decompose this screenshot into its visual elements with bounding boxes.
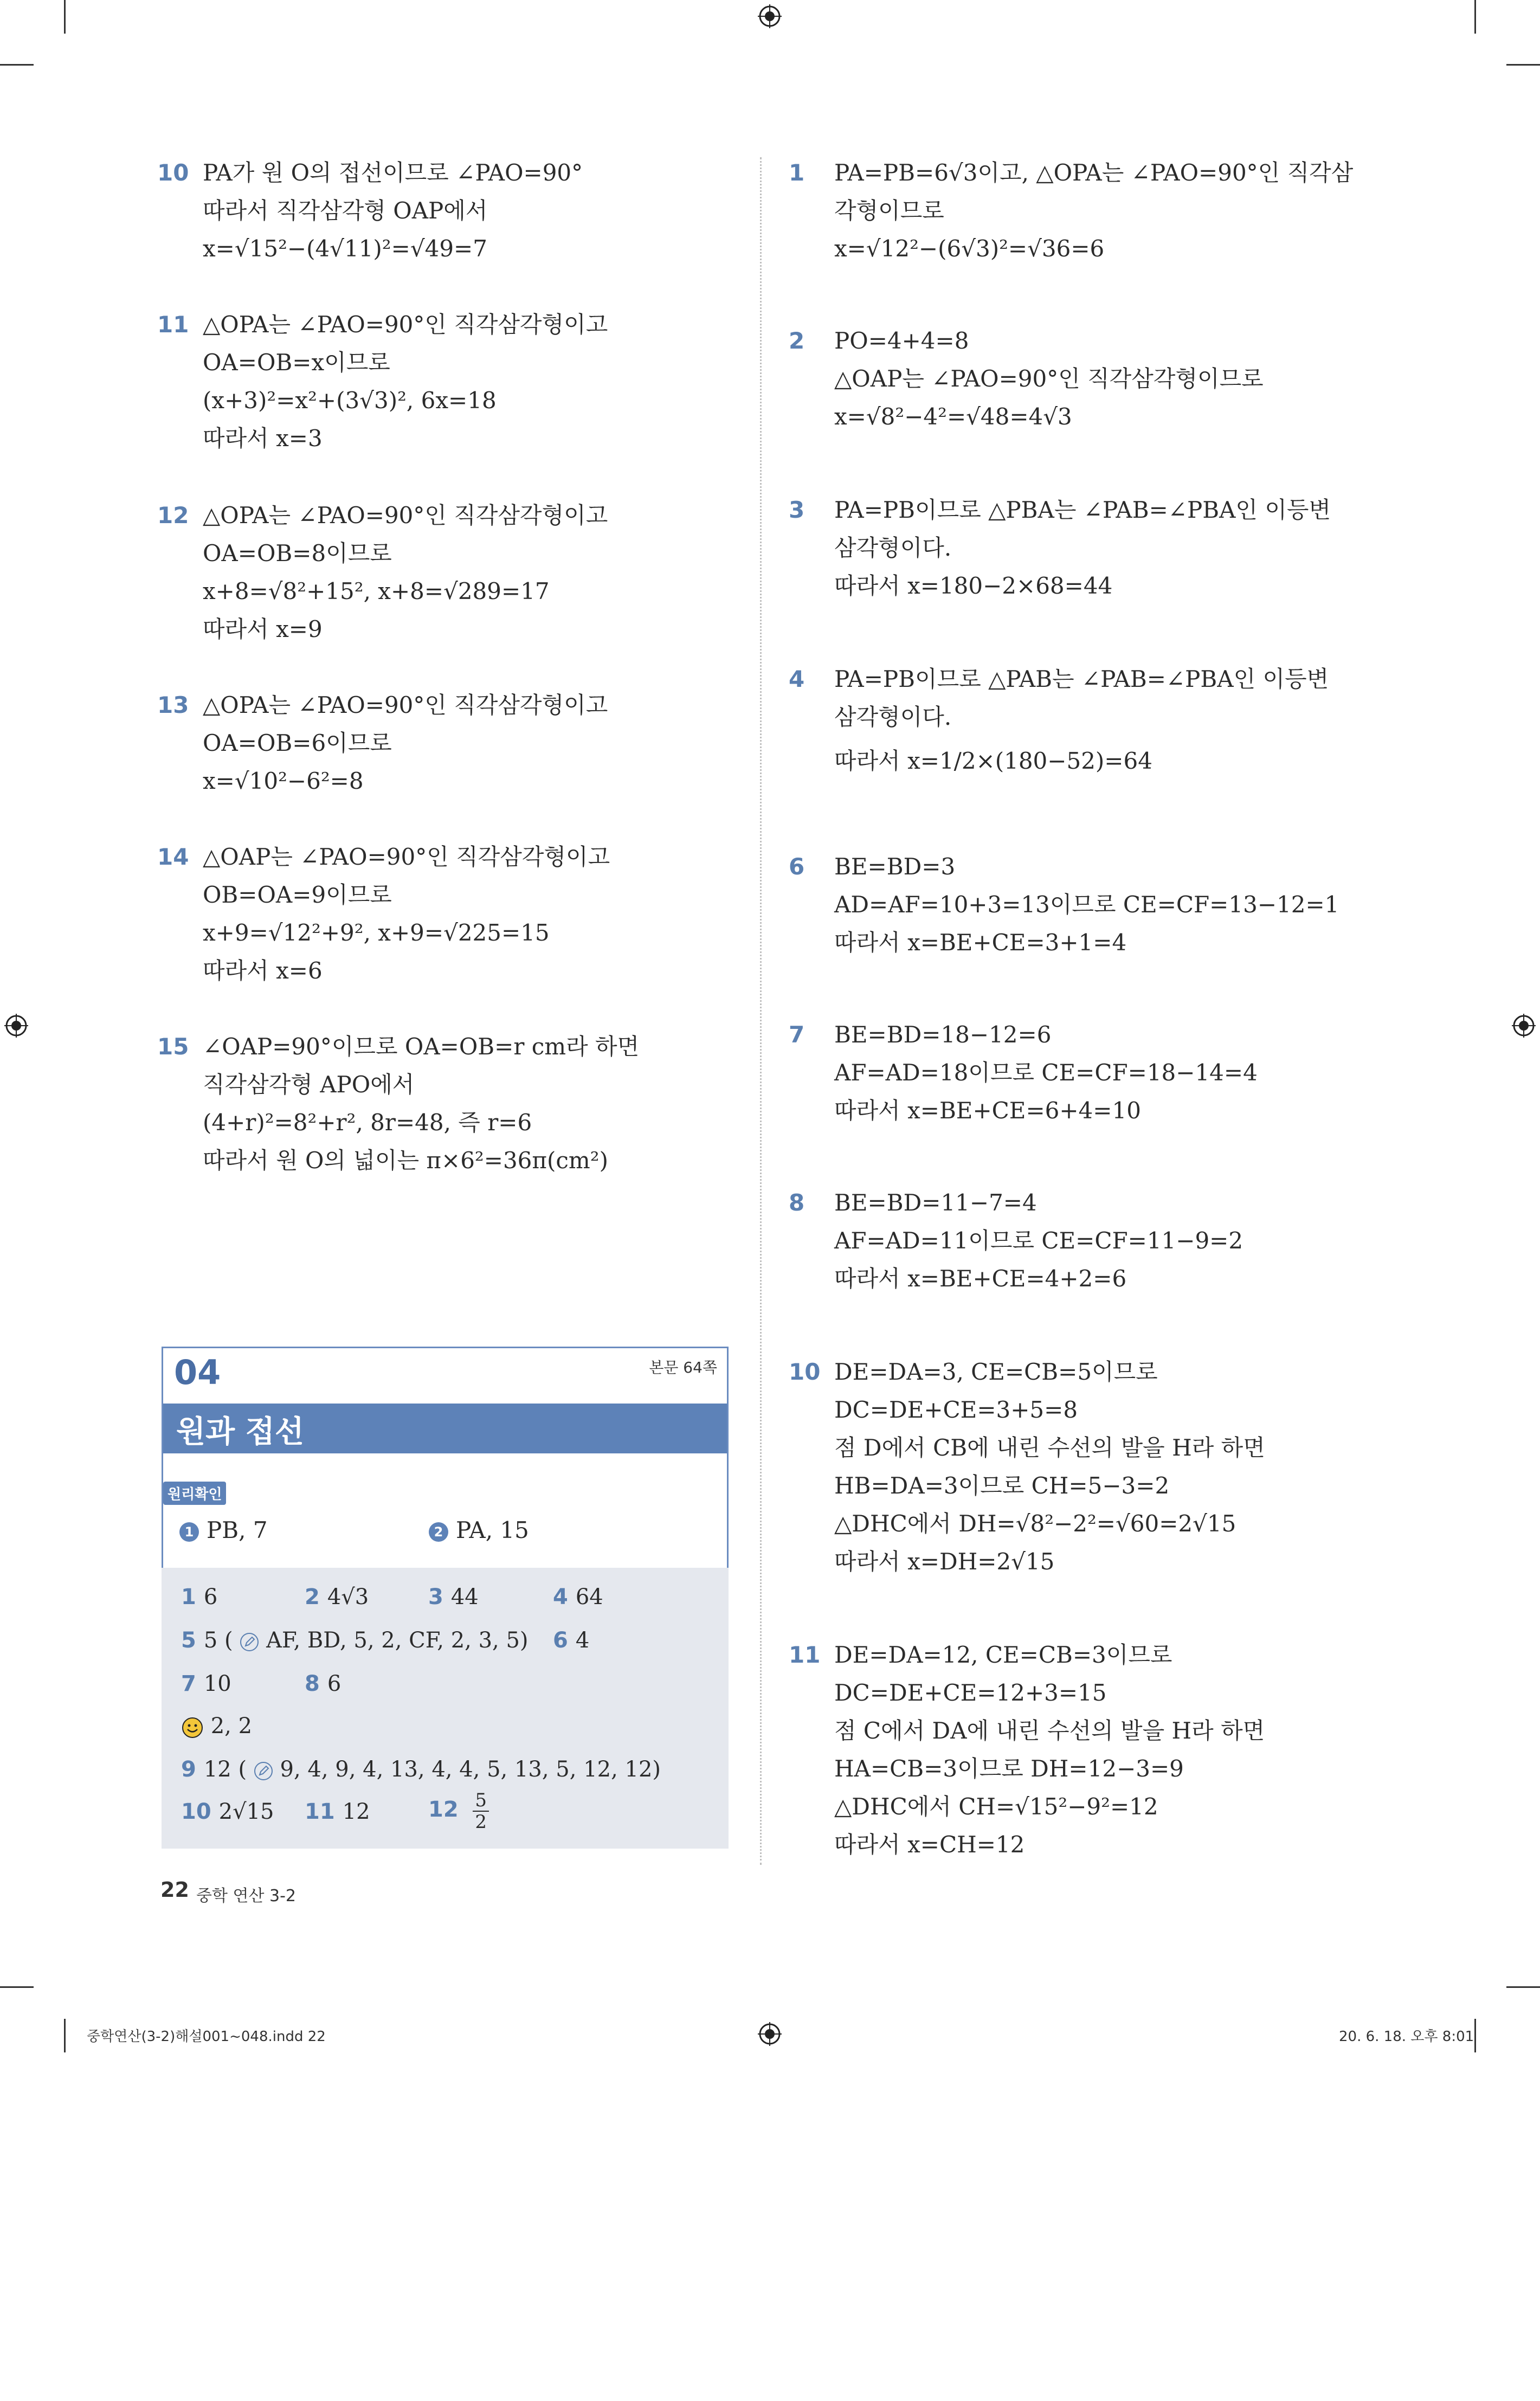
problem-number: 2 [789, 327, 805, 354]
answer-item: 11 12 [305, 1799, 370, 1824]
solution-line: DE=DA=3, CE=CB=5이므로 [834, 1359, 1158, 1385]
solution-line: △DHC에서 CH=√15²−9²=12 [834, 1793, 1158, 1820]
solution-line: ∠OAP=90°이므로 OA=OB=r cm라 하면 [203, 1033, 640, 1060]
solution-line: 각형이므로 [834, 197, 944, 224]
problem-number: 4 [789, 666, 805, 692]
crop-mark [0, 64, 34, 66]
section-reference: 본문 64쪽 [649, 1359, 717, 1376]
solution-line: HB=DA=3이므로 CH=5−3=2 [834, 1472, 1170, 1499]
print-slug-file: 중학연산(3-2)해설001~048.indd 22 [87, 2029, 326, 2045]
solution-line: x+9=√12²+9², x+9=√225=15 [203, 919, 550, 946]
solution-line: DE=DA=12, CE=CB=3이므로 [834, 1642, 1172, 1668]
solution-line: 따라서 x=BE+CE=6+4=10 [834, 1097, 1141, 1124]
answer-item: 2 4√3 [305, 1585, 369, 1610]
solution-line: PO=4+4=8 [834, 327, 969, 354]
solution-line: 따라서 x=9 [203, 616, 323, 642]
registration-mark-icon [758, 2022, 782, 2046]
section-title-bar [163, 1404, 727, 1453]
solution-line: 따라서 직각삼각형 OAP에서 [203, 197, 488, 224]
principle-check-2 [429, 1514, 529, 1547]
answer-item: 3 44 [428, 1585, 479, 1610]
solution-line: △OPA는 ∠PAO=90°인 직각삼각형이고 [203, 311, 608, 338]
registration-mark-icon [4, 1014, 28, 1038]
crop-mark [1474, 0, 1476, 34]
number-2-icon: 2 [429, 1522, 448, 1542]
crop-mark [1474, 2019, 1476, 2052]
problem-number: 13 [157, 692, 189, 718]
answer-item: 8 6 [305, 1671, 341, 1696]
solution-line: AF=AD=18이므로 CE=CF=18−14=4 [834, 1059, 1258, 1086]
solution-line: 따라서 x=180−2×68=44 [834, 572, 1113, 599]
solution-line: 따라서 x=BE+CE=3+1=4 [834, 929, 1127, 956]
solution-line: x=√15²−(4√11)²=√49=7 [203, 235, 487, 262]
solution-line: PA가 원 O의 접선이므로 ∠PAO=90° [203, 159, 583, 186]
answer-item: 2, 2 [181, 1710, 252, 1742]
solution-line: 따라서 x=1/2×(180−52)=64 [834, 748, 1152, 774]
solution-line: 따라서 x=BE+CE=4+2=6 [834, 1265, 1127, 1292]
solution-line: 따라서 x=3 [203, 425, 323, 452]
solution-line: BE=BD=18−12=6 [834, 1021, 1052, 1048]
solution-line: OA=OB=x이므로 [203, 349, 390, 376]
section-box [162, 1347, 727, 2401]
answer-item: 1 6 [181, 1585, 218, 1610]
solution-line: △OPA는 ∠PAO=90°인 직각삼각형이고 [203, 692, 608, 718]
page-number: 22 [160, 1878, 189, 1902]
solution-line: x=√10²−6²=8 [203, 768, 364, 794]
problem-number: 6 [789, 853, 805, 880]
crop-mark [1506, 64, 1540, 66]
registration-mark-icon [1512, 1014, 1536, 1038]
solution-line: 점 D에서 CB에 내린 수선의 발을 H라 하면 [834, 1434, 1265, 1461]
crop-mark [64, 0, 66, 34]
column-divider [760, 157, 762, 1865]
problem-number: 8 [789, 1189, 805, 1216]
pencil-icon [240, 1632, 259, 1652]
solution-line: 따라서 x=DH=2√15 [834, 1548, 1055, 1575]
problem-number: 7 [789, 1021, 805, 1048]
print-slug-date: 20. 6. 18. 오후 8:01 [1339, 2029, 1474, 2045]
problem-number: 15 [157, 1033, 189, 1060]
problem-number: 10 [789, 1359, 821, 1385]
section-header-card [162, 1347, 729, 1569]
solution-line: x=√8²−4²=√48=4√3 [834, 403, 1072, 430]
section-title: 원과 접선 [176, 1414, 304, 1450]
problem-number: 12 [157, 502, 189, 529]
solution-line: OA=OB=6이므로 [203, 730, 392, 756]
problem-number: 11 [157, 311, 189, 338]
number-1-icon: 1 [179, 1522, 199, 1542]
solution-line: AF=AD=11이므로 CE=CF=11−9=2 [834, 1227, 1243, 1254]
book-title: 중학 연산 3-2 [196, 1887, 296, 1906]
problem-number: 11 [789, 1642, 821, 1668]
solution-line: △OPA는 ∠PAO=90°인 직각삼각형이고 [203, 502, 608, 529]
fraction-denominator: 2 [475, 1811, 487, 1833]
solution-line: 점 C에서 DA에 내린 수선의 발을 H라 하면 [834, 1717, 1265, 1744]
solution-line: 따라서 x=6 [203, 957, 323, 984]
crop-mark [1506, 1986, 1540, 1988]
solution-line: PA=PB=6√3이고, △OPA는 ∠PAO=90°인 직각삼 [834, 159, 1354, 186]
principle-answer: PA, 15 [456, 1517, 529, 1543]
solution-line: x+8=√8²+15², x+8=√289=17 [203, 578, 550, 604]
principle-check-1 [179, 1514, 268, 1547]
solution-line: BE=BD=11−7=4 [834, 1189, 1037, 1216]
solution-line: 직각삼각형 APO에서 [203, 1071, 415, 1098]
problem-number: 14 [157, 844, 189, 870]
answer-item: 9 12 ( 9, 4, 9, 4, 13, 4, 4, 5, 13, 5, 12, 12) [181, 1757, 661, 1782]
pencil-icon [254, 1761, 273, 1781]
solution-line: HA=CB=3이므로 DH=12−3=9 [834, 1755, 1184, 1782]
principle-answer: PB, 7 [207, 1517, 268, 1543]
crop-mark [64, 2019, 66, 2052]
solution-line: 따라서 원 O의 넓이는 π×6²=36π(cm²) [203, 1147, 608, 1174]
solution-line: PA=PB이므로 △PBA는 ∠PAB=∠PBA인 이등변 [834, 497, 1331, 523]
solution-line: 삼각형이다. [834, 535, 952, 561]
smile-icon [181, 1716, 204, 1739]
solution-line: PA=PB이므로 △PAB는 ∠PAB=∠PBA인 이등변 [834, 666, 1329, 692]
problem-number: 1 [789, 159, 805, 186]
answer-item: 7 10 [181, 1671, 231, 1696]
problem-number: 10 [157, 159, 189, 186]
answer-item: 6 4 [553, 1628, 590, 1653]
solution-line: x=√12²−(6√3)²=√36=6 [834, 235, 1105, 262]
solution-line: 따라서 x=CH=12 [834, 1831, 1025, 1858]
solution-line: 삼각형이다. [834, 704, 952, 730]
answer-key [162, 1568, 729, 1849]
solution-line: DC=DE+CE=12+3=15 [834, 1679, 1107, 1706]
answer-item: 10 2√15 [181, 1799, 274, 1824]
answer-item: 4 64 [553, 1585, 603, 1610]
answer-item: 12 $\frac{5}{2}$ [428, 1790, 489, 1832]
solution-line: △OAP는 ∠PAO=90°인 직각삼각형이고 [203, 844, 610, 870]
solution-line: BE=BD=3 [834, 853, 956, 880]
solution-line: (4+r)²=8²+r², 8r=48, 즉 r=6 [203, 1109, 532, 1136]
solution-line: △DHC에서 DH=√8²−2²=√60=2√15 [834, 1510, 1236, 1537]
solution-line: OB=OA=9이므로 [203, 881, 392, 908]
principle-badge: 원리확인 [163, 1482, 226, 1505]
section-number: 04 [174, 1353, 221, 1392]
answer-item: 5 5 ( AF, BD, 5, 2, CF, 2, 3, 5) [181, 1628, 529, 1653]
fraction-numerator: 5 [473, 1790, 489, 1812]
problem-number: 3 [789, 497, 805, 523]
solution-line: (x+3)²=x²+(3√3)², 6x=18 [203, 387, 497, 414]
solution-line: AD=AF=10+3=13이므로 CE=CF=13−12=1 [834, 891, 1339, 918]
solution-line: OA=OB=8이므로 [203, 540, 392, 567]
solution-line: DC=DE+CE=3+5=8 [834, 1396, 1078, 1423]
registration-mark-icon [758, 4, 782, 28]
solution-line: △OAP는 ∠PAO=90°인 직각삼각형이므로 [834, 365, 1264, 392]
crop-mark [0, 1986, 34, 1988]
